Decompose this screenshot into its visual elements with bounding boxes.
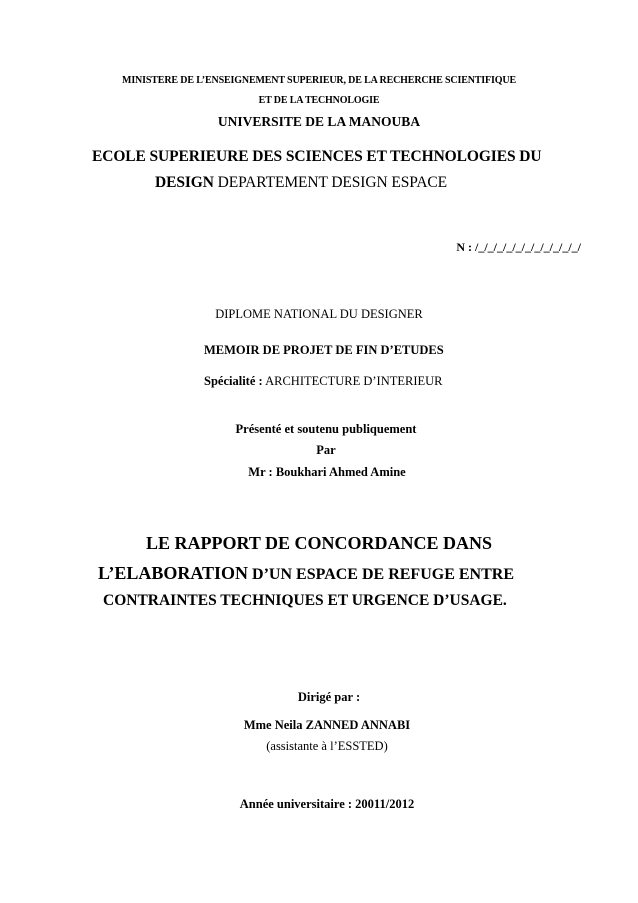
thesis-title-line-2-rest: D’UN ESPACE DE REFUGE ENTRE	[248, 566, 514, 583]
author-name: Mr : Boukhari Ahmed Amine	[248, 465, 406, 479]
thesis-title-line-3: CONTRAINTES TECHNIQUES ET URGENCE D’USAGE.	[103, 592, 507, 609]
ministry-line-1: MINISTERE DE L’ENSEIGNEMENT SUPERIEUR, DE LA RECHERCHE SCIENTIFIQUE	[122, 75, 516, 86]
speciality-label: Spécialité :	[204, 374, 263, 388]
speciality-value: ARCHITECTURE D’INTERIEUR	[262, 374, 443, 388]
academic-year: Année universitaire : 20011/2012	[239, 797, 415, 811]
speciality	[204, 375, 443, 388]
supervisor-name: Mme Neila ZANNED ANNABI	[243, 718, 411, 732]
par-line: Par	[316, 443, 336, 457]
university-name: UNIVERSITE DE LA MANOUBA	[217, 114, 421, 129]
supervisor-role: (assistante à l’ESSTED)	[266, 739, 388, 753]
presented-line: Présenté et soutenu publiquement	[235, 422, 417, 436]
school-name-line-2	[155, 175, 447, 191]
diploma-title: DIPLOME NATIONAL DU DESIGNER	[215, 307, 423, 321]
school-name-line-1: ECOLE SUPERIEURE DES SCIENCES ET TECHNOLOGIES DU	[92, 148, 542, 165]
memoir-title: MEMOIR DE PROJET DE FIN D’ETUDES	[204, 343, 444, 357]
school-name-design: DESIGN	[155, 174, 214, 191]
thesis-title-line-1: LE RAPPORT DE CONCORDANCE DANS	[145, 533, 493, 553]
registration-number: N : /_/_/_/_/_/_/_/_/_/_/_/	[456, 240, 581, 254]
thesis-title-line-2	[98, 564, 514, 583]
ministry-line-2: ET DE LA TECHNOLOGIE	[258, 95, 380, 106]
school-department: DEPARTEMENT DESIGN ESPACE	[213, 174, 448, 191]
supervisor-label: Dirigé par :	[297, 690, 361, 704]
thesis-title-elaboration: L’ELABORATION	[98, 563, 249, 583]
